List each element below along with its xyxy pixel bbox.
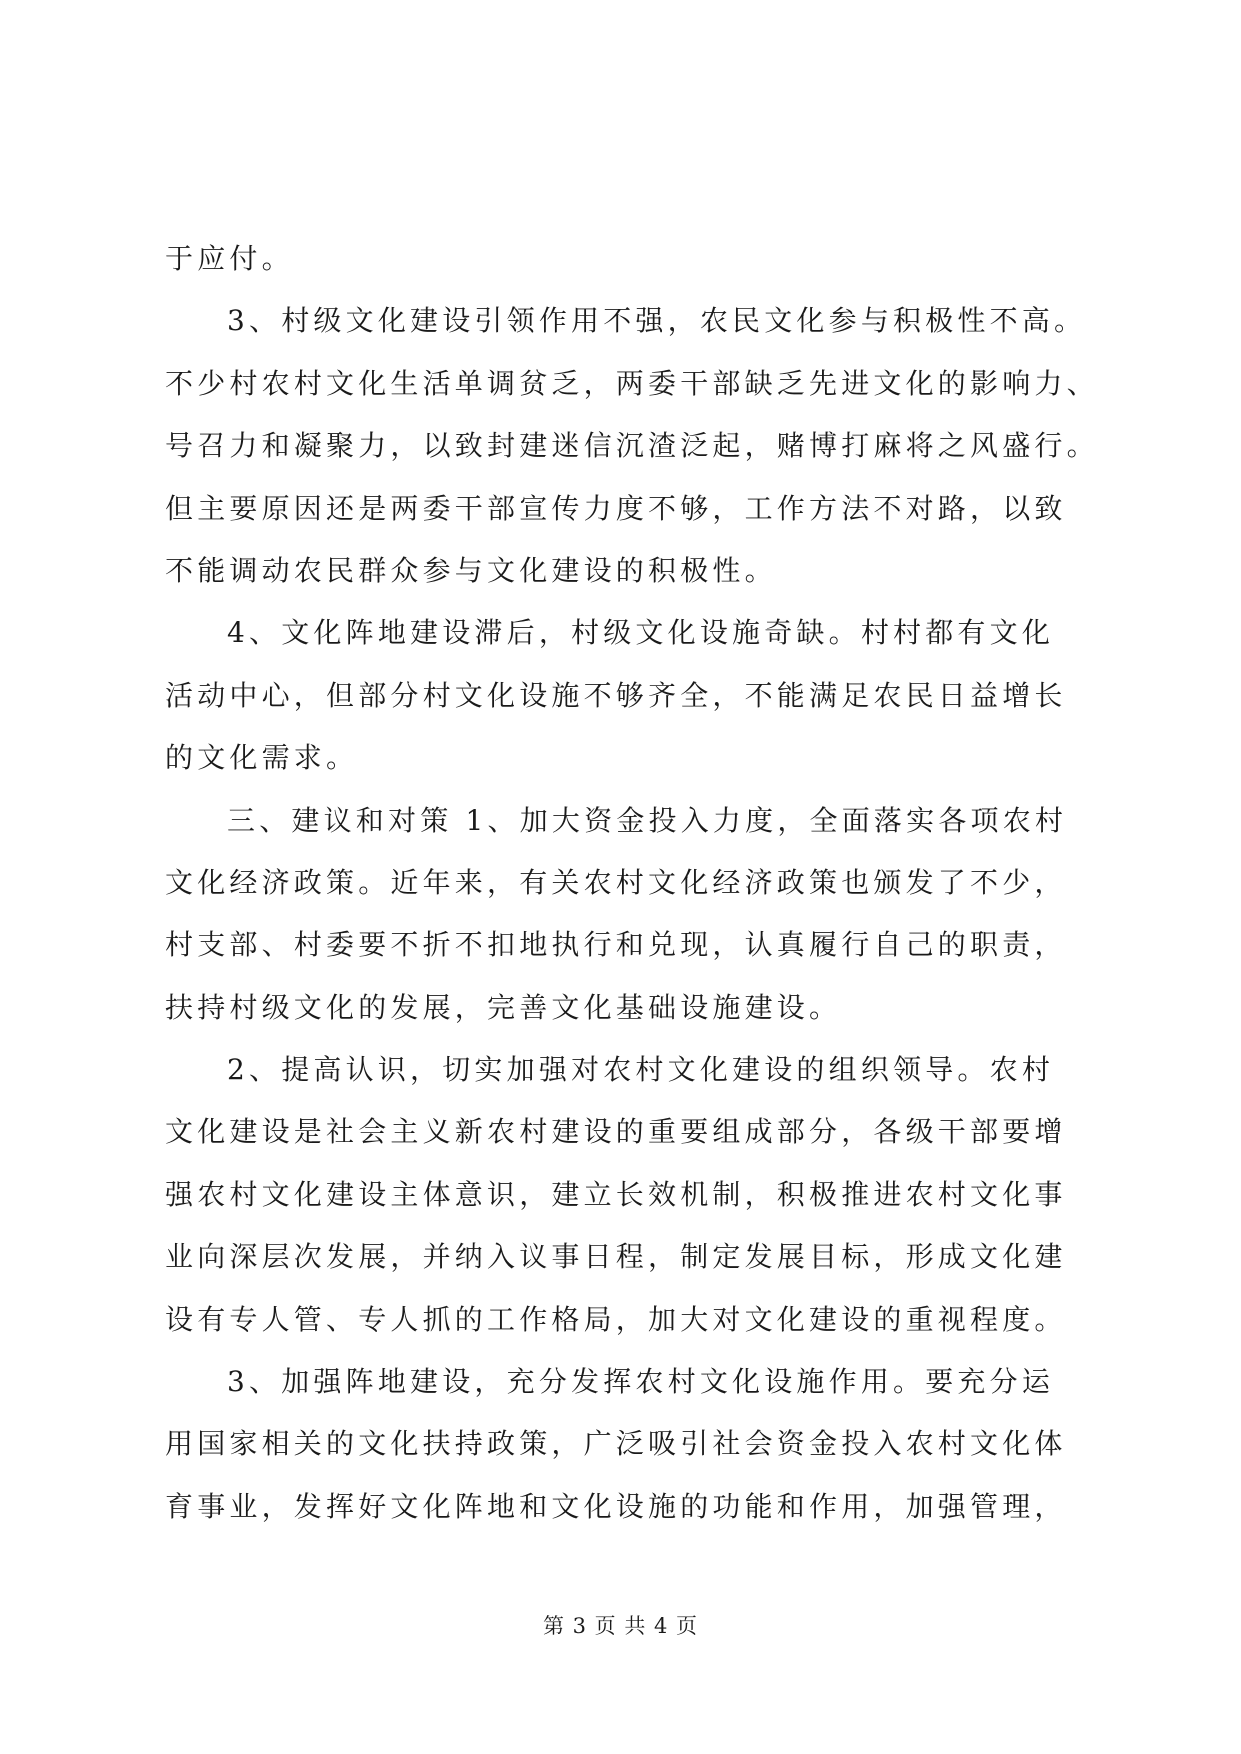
text-line: 不能调动农民群众参与文化建设的积极性。	[165, 553, 777, 587]
text-line: 设有专人管、专人抓的工作格局，加大对文化建设的重视程度。	[165, 1302, 1067, 1336]
text-line: 扶持村级文化的发展，完善文化基础设施建设。	[165, 990, 842, 1024]
body-text	[165, 228, 1099, 1538]
text-line: 但主要原因还是两委干部宣传力度不够，工作方法不对路，以致	[165, 491, 1067, 525]
text-line: 的文化需求。	[165, 741, 359, 775]
text-line: 4、文化阵地建设滞后，村级文化设施奇缺。村村都有文化	[227, 616, 1055, 650]
text-line: 不少村农村文化生活单调贫乏，两委干部缺乏先进文化的影响力、	[165, 366, 1099, 400]
text-line: 文化经济政策。近年来，有关农村文化经济政策也颁发了不少，	[165, 865, 1067, 899]
text-line: 村支部、村委要不折不扣地执行和兑现，认真履行自己的职责，	[165, 928, 1067, 962]
text-line: 于应付。	[165, 242, 294, 275]
text-line: 文化建设是社会主义新农村建设的重要组成部分，各级干部要增	[165, 1115, 1067, 1149]
text-line: 号召力和凝聚力，以致封建迷信沉渣泛起，赌博打麻将之风盛行。	[165, 429, 1099, 463]
text-line: 业向深层次发展，并纳入议事日程，制定发展目标，形成文化建	[165, 1240, 1067, 1274]
page-number-label: 第 3 页 共 4 页	[542, 1614, 699, 1638]
text-line: 3、村级文化建设引领作用不强，农民文化参与积极性不高。	[227, 304, 1087, 338]
text-line: 活动中心，但部分村文化设施不够齐全，不能满足农民日益增长	[165, 678, 1067, 712]
text-line: 强农村文化建设主体意识，建立长效机制，积极推进农村文化事	[165, 1177, 1067, 1211]
text-line: 2、提高认识，切实加强对农村文化建设的组织领导。农村	[227, 1053, 1055, 1087]
text-line: 用国家相关的文化扶持政策，广泛吸引社会资金投入农村文化体	[165, 1427, 1067, 1461]
text-line: 三、建议和对策 1、加大资金投入力度，全面落实各项农村	[227, 803, 1068, 837]
page-footer	[0, 1610, 1241, 1640]
text-line: 育事业，发挥好文化阵地和文化设施的功能和作用，加强管理，	[165, 1489, 1067, 1523]
text-line: 3、加强阵地建设，充分发挥农村文化设施作用。要充分运	[227, 1365, 1055, 1399]
